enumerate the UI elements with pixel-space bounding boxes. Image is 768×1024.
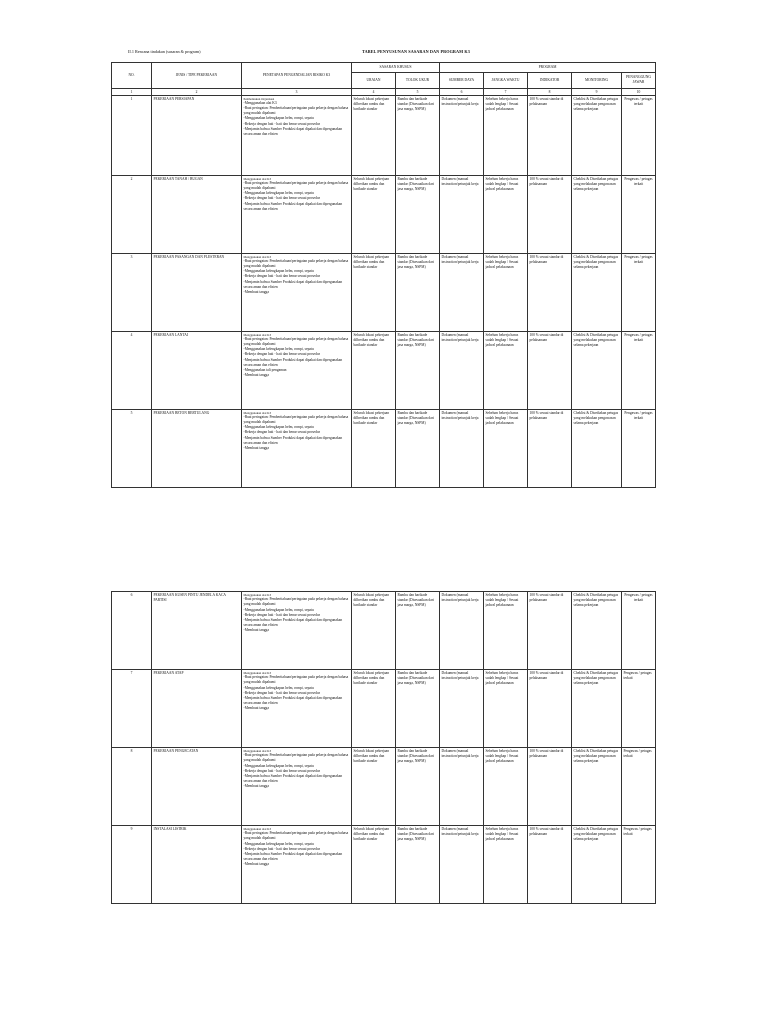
row-control: [242, 331, 352, 409]
col-jangka-waktu: JANGKA WAKTU: [484, 73, 528, 88]
row-pj: Pengawas / petugas terkait: [622, 670, 656, 748]
control-heading: Menggunakan alat K3: [243, 410, 271, 415]
control-measures: -Buat peringatan: Pemberitahuan/peringatan pada pekerja dengan bahasa yang mudah dipahami -Menggunakan kelengkapan helm, rompi, sepatu -Bekerja dengan hati - hati dan benar sesuai prosedur -Menjamin bahwa Sumber Produksi dapat dipakai dan dipergunakan secara aman dan efisien -Membuat tangga: [243, 414, 349, 451]
control-heading: Menggunakan alat K3: [243, 254, 271, 259]
row-control: [242, 253, 352, 331]
control-heading: Menggunakan alat K3: [243, 671, 271, 675]
col-sasaran: SASARAN KHUSUS: [352, 63, 440, 73]
row-control: [242, 826, 352, 904]
k3-program-table-continued: [111, 591, 656, 904]
control-measures: -Buat peringatan: Pemberitahuan/peringatan pada pekerja dengan bahasa yang mudah dipahami -Menggunakan kelengkapan helm, rompi, sepatu -Bekerja dengan hati - hati dan benar sesuai prosedur -Menjamin bahwa Sumber Produksi dapat dipakai dan dipergunakan secara aman dan efisien -Membuat tangga: [243, 258, 349, 295]
col-uraian: URAIAN: [352, 73, 396, 88]
row-number: 5: [112, 409, 152, 487]
row-pj: Pengawas / petugas terkait: [622, 95, 656, 175]
table-row: [112, 592, 656, 670]
table-row: [112, 670, 656, 748]
table-row: [112, 253, 656, 331]
row-jangka-waktu: Sebelum bekerja harus sudah lengkap / Sesuai jadwal pelaksanaan: [484, 331, 528, 409]
row-work-type: PEKERJAAN TANAH / BUGAN: [152, 175, 242, 253]
control-measures: -Menggunakan alat K3 -Buat peringatan: Pemberitahuan/peringatan pada pekerja dengan bahasa yang mudah dipahami -Menggunakan kelengkapan helm, rompi, sepatu -Bekerja dengan hati - hati dan benar sesuai prosedur -Menjamin bahwa Sumber Produksi dapat dipakai dan dipergunakan secara aman dan efisien: [243, 100, 349, 137]
row-pj: Pengawas / petugas terkait: [622, 175, 656, 253]
control-heading: Menggunakan alat K3: [243, 332, 271, 337]
col-penetapan: PENETAPAN PENGENDALIAN RISIKO K3: [242, 63, 352, 89]
row-control: [242, 670, 352, 748]
row-number: 1: [112, 95, 152, 175]
col-tolok-ukur: TOLOK UKUR: [396, 73, 440, 88]
row-number: 9: [112, 826, 152, 904]
row-monitoring: Cheklist & Disediakan petugas yang melakukan pengawasan selama pekerjaan: [572, 826, 622, 904]
row-number: 8: [112, 748, 152, 826]
control-heading: Menggunakan alat K3: [243, 827, 271, 831]
row-number: 6: [112, 592, 152, 670]
col-number: 4: [352, 88, 396, 95]
row-uraian: Seluruh lokasi pekerjaan dilberikan rambu dan barikade standar: [352, 331, 396, 409]
row-indikator: 100 % sesuai standar di pelaksanaan: [528, 409, 572, 487]
row-tolok-ukur: Rambu dan barikade standar (Disesuaikan dari jasa marga, NSPM): [396, 95, 440, 175]
row-indikator: 100 % sesuai standar di pelaksanaan: [528, 592, 572, 670]
col-penanggung-jawab: PENANGGUNG JAWAB: [622, 73, 656, 88]
row-monitoring: Cheklist & Disediakan petugas yang melakukan pengawasan selama pekerjaan: [572, 592, 622, 670]
row-pj: Pengawas / petugas terkait: [622, 253, 656, 331]
row-uraian: Seluruh lokasi pekerjaan dilberikan rambu dan barikade standar: [352, 253, 396, 331]
row-work-type: INSTALASI LISTRIK: [152, 826, 242, 904]
row-monitoring: Cheklist & Disediakan petugas yang melakukan pengawasan selama pekerjaan: [572, 253, 622, 331]
row-jangka-waktu: Sebelum bekerja harus sudah lengkap / Sesuai jadwal pelaksanaan: [484, 748, 528, 826]
col-number: 8: [528, 88, 572, 95]
row-monitoring: Cheklist & Disediakan petugas yang melakukan pengawasan selama pekerjaan: [572, 175, 622, 253]
row-tolok-ukur: Rambu dan barikade standar (Disesuaikan dari jasa marga, NSPM): [396, 592, 440, 670]
row-indikator: 100 % sesuai standar di pelaksanaan: [528, 670, 572, 748]
control-measures: -Buat peringatan: Pemberitahuan/peringatan pada pekerja dengan bahasa yang mudah dipahami -Menggunakan kelengkapan helm, rompi, sepatu -Bekerja dengan hati - hati dan benar sesuai prosedur -Menjamin bahwa Sumber Produksi dapat dipakai dan dipergunakan secara aman dan efisien -Membuat tangga: [243, 675, 349, 711]
row-monitoring: Cheklist & Disediakan petugas yang melakukan pengawasan selama pekerjaan: [572, 95, 622, 175]
row-pj: Pengawas / petugas terkait: [622, 409, 656, 487]
table-row: [112, 826, 656, 904]
row-control: [242, 748, 352, 826]
document-section-label: II.1 Rencana tindakan (sasaran & program): [128, 49, 201, 54]
col-number: 3: [242, 88, 352, 95]
row-uraian: Seluruh lokasi pekerjaan dilberikan rambu dan barikade standar: [352, 592, 396, 670]
control-measures: -Buat peringatan: Pemberitahuan/peringatan pada pekerja dengan bahasa yang mudah dipahami -Menggunakan kelengkapan helm, rompi, sepatu -Bekerja dengan hati - hati dan benar sesuai prosedur -Menjamin bahwa Sumber Produksi dapat dipakai dan dipergunakan secara aman dan efisien -Membuat tangga: [243, 597, 349, 633]
row-jangka-waktu: Sebelum bekerja harus sudah lengkap / Sesuai jadwal pelaksanaan: [484, 592, 528, 670]
row-uraian: Seluruh lokasi pekerjaan dilberikan rambu dan barikade standar: [352, 826, 396, 904]
row-work-type: PEKERJAAN LANTAI: [152, 331, 242, 409]
row-tolok-ukur: Rambu dan barikade standar (Disesuaikan dari jasa marga, NSPM): [396, 175, 440, 253]
row-control: [242, 95, 352, 175]
row-indikator: 100 % sesuai standar di pelaksanaan: [528, 95, 572, 175]
row-pj: Pengawas / petugas terkait: [622, 331, 656, 409]
row-indikator: 100 % sesuai standar di pelaksanaan: [528, 826, 572, 904]
row-control: [242, 175, 352, 253]
col-number: 9: [572, 88, 622, 95]
row-sumber-daya: Dokumen (manual instruction/petunjuk kerja: [440, 748, 484, 826]
row-number: 3: [112, 253, 152, 331]
row-sumber-daya: Dokumen (manual instruction/petunjuk kerja: [440, 592, 484, 670]
col-number: 7: [484, 88, 528, 95]
table-row: [112, 331, 656, 409]
row-monitoring: Cheklist & Disediakan petugas yang melakukan pengawasan selama pekerjaan: [572, 670, 622, 748]
k3-program-table: [111, 62, 656, 488]
col-number: 2: [152, 88, 242, 95]
row-uraian: Seluruh lokasi pekerjaan dilberikan rambu dan barikade standar: [352, 409, 396, 487]
col-number: 10: [622, 88, 656, 95]
row-work-type: PEKERJAAN PASANGAN DAN PLESTERAN: [152, 253, 242, 331]
row-monitoring: Cheklist & Disediakan petugas yang melakukan pengawasan selama pekerjaan: [572, 409, 622, 487]
col-no: NO.: [112, 63, 152, 89]
row-pj: Pengawas / petugas terkait: [622, 748, 656, 826]
row-sumber-daya: Dokumen (manual instruction/petunjuk kerja: [440, 331, 484, 409]
row-tolok-ukur: Rambu dan barikade standar (Disesuaikan dari jasa marga, NSPM): [396, 253, 440, 331]
row-sumber-daya: Dokumen (manual instruction/petunjuk kerja: [440, 670, 484, 748]
control-measures: -Buat peringatan: Pemberitahuan/peringatan pada pekerja dengan bahasa yang mudah dipahami -Menggunakan kelengkapan helm, rompi, sepatu -Bekerja dengan hati - hati dan benar sesuai prosedur -Menjamin bahwa Sumber Produksi dapat dipakai dan dipergunakan secara aman dan efisien -Membuat tangga: [243, 753, 349, 789]
row-number: 4: [112, 331, 152, 409]
row-tolok-ukur: Rambu dan barikade standar (Disesuaikan dari jasa marga, NSPM): [396, 748, 440, 826]
row-number: 7: [112, 670, 152, 748]
control-measures: -Buat peringatan: Pemberitahuan/peringatan pada pekerja dengan bahasa yang mudah dipahami -Menggunakan kelengkapan helm, rompi, sepatu -Bekerja dengan hati - hati dan benar sesuai prosedur -Menjamin bahwa Sumber Produksi dapat dipakai dan dipergunakan secara aman dan efisien -Menggunakan tali pengaman -Membuat tangga: [243, 336, 349, 378]
row-jangka-waktu: Sebelum bekerja harus sudah lengkap / Sesuai jadwal pelaksanaan: [484, 409, 528, 487]
row-pj: Pengawas / petugas terkait: [622, 592, 656, 670]
row-uraian: Seluruh lokasi pekerjaan dilberikan rambu dan barikade standar: [352, 748, 396, 826]
control-measures: -Buat peringatan: Pemberitahuan/peringatan pada pekerja dengan bahasa yang mudah dipahami -Menggunakan kelengkapan helm, rompi, sepatu -Bekerja dengan hati - hati dan benar sesuai prosedur -Menjamin bahwa Sumber Produksi dapat dipakai dan dipergunakan secara aman dan efisien: [243, 180, 349, 211]
row-jangka-waktu: Sebelum bekerja harus sudah lengkap / Sesuai jadwal pelaksanaan: [484, 95, 528, 175]
row-tolok-ukur: Rambu dan barikade standar (Disesuaikan dari jasa marga, NSPM): [396, 826, 440, 904]
column-number-row: [112, 88, 656, 95]
row-tolok-ukur: Rambu dan barikade standar (Disesuaikan dari jasa marga, NSPM): [396, 670, 440, 748]
row-uraian: Seluruh lokasi pekerjaan dilberikan rambu dan barikade standar: [352, 670, 396, 748]
control-heading: Menggunakan alat K3: [243, 176, 271, 181]
row-monitoring: Cheklist & Disediakan petugas yang melakukan pengawasan selama pekerjaan: [572, 331, 622, 409]
row-indikator: 100 % sesuai standar di pelaksanaan: [528, 253, 572, 331]
control-heading: Pembentukan Organisasi: [243, 96, 275, 101]
row-tolok-ukur: Rambu dan barikade standar (Disesuaikan dari jasa marga, NSPM): [396, 409, 440, 487]
row-control: [242, 592, 352, 670]
row-sumber-daya: Dokumen (manual instruction/petunjuk kerja: [440, 826, 484, 904]
row-tolok-ukur: Rambu dan barikade standar (Disesuaikan dari jasa marga, NSPM): [396, 331, 440, 409]
row-jangka-waktu: Sebelum bekerja harus sudah lengkap / Sesuai jadwal pelaksanaan: [484, 670, 528, 748]
table-row: [112, 748, 656, 826]
row-indikator: 100 % sesuai standar di pelaksanaan: [528, 748, 572, 826]
row-work-type: PEKERJAAN BETON BERTULANG: [152, 409, 242, 487]
row-sumber-daya: Dokumen (manual instruction/petunjuk kerja: [440, 95, 484, 175]
table-row: [112, 409, 656, 487]
row-pj: Pengawas / petugas terkait: [622, 826, 656, 904]
row-work-type: PEKERJAAN KUSEN PINTU JENDELA KACA PARTISI: [152, 592, 242, 670]
row-jangka-waktu: Sebelum bekerja harus sudah lengkap / Sesuai jadwal pelaksanaan: [484, 253, 528, 331]
row-work-type: PEKERJAAN ATAP: [152, 670, 242, 748]
col-indikator: INDIKATOR: [528, 73, 572, 88]
col-number: 5: [396, 88, 440, 95]
col-monitoring: MONITORING: [572, 73, 622, 88]
col-number: 6: [440, 88, 484, 95]
row-indikator: 100 % sesuai standar di pelaksanaan: [528, 175, 572, 253]
row-sumber-daya: Dokumen (manual instruction/petunjuk kerja: [440, 409, 484, 487]
row-uraian: Seluruh lokasi pekerjaan dilberikan rambu dan barikade standar: [352, 175, 396, 253]
col-jenis: JENIS / TIPE PEKERJAAN: [152, 63, 242, 89]
row-indikator: 100 % sesuai standar di pelaksanaan: [528, 331, 572, 409]
document-title: TABEL PENYUSUNAN SASARAN DAN PROGRAM K3: [362, 49, 470, 54]
control-heading: Menggunakan alat K3: [243, 749, 271, 753]
control-measures: -Buat peringatan: Pemberitahuan/peringatan pada pekerja dengan bahasa yang mudah dipahami -Menggunakan kelengkapan helm, rompi, sepatu -Bekerja dengan hati - hati dan benar sesuai prosedur -Menjamin bahwa Sumber Produksi dapat dipakai dan dipergunakan secara aman dan efisien -Membuat tangga: [243, 831, 349, 867]
row-sumber-daya: Dokumen (manual instruction/petunjuk kerja: [440, 175, 484, 253]
table-row: [112, 175, 656, 253]
table-body-page-1: [112, 95, 656, 487]
col-program: PROGRAM: [440, 63, 656, 73]
row-monitoring: Cheklist & Disediakan petugas yang melakukan pengawasan selama pekerjaan: [572, 748, 622, 826]
row-work-type: PEKERJAAN PENGECATAN: [152, 748, 242, 826]
row-number: 2: [112, 175, 152, 253]
row-jangka-waktu: Sebelum bekerja harus sudah lengkap / Sesuai jadwal pelaksanaan: [484, 175, 528, 253]
table-body-page-2: [112, 592, 656, 904]
row-control: [242, 409, 352, 487]
table-row: [112, 95, 656, 175]
row-sumber-daya: Dokumen (manual instruction/petunjuk kerja: [440, 253, 484, 331]
row-work-type: PEKERJAAN PERSIAPAN: [152, 95, 242, 175]
row-jangka-waktu: Sebelum bekerja harus sudah lengkap / Sesuai jadwal pelaksanaan: [484, 826, 528, 904]
control-heading: Menggunakan alat K3: [243, 593, 271, 597]
row-uraian: Seluruh lokasi pekerjaan dilberikan rambu dan barikade standar: [352, 95, 396, 175]
col-sumber-daya: SUMBER DAYA: [440, 73, 484, 88]
table-header: [112, 63, 656, 96]
col-number: 1: [112, 88, 152, 95]
